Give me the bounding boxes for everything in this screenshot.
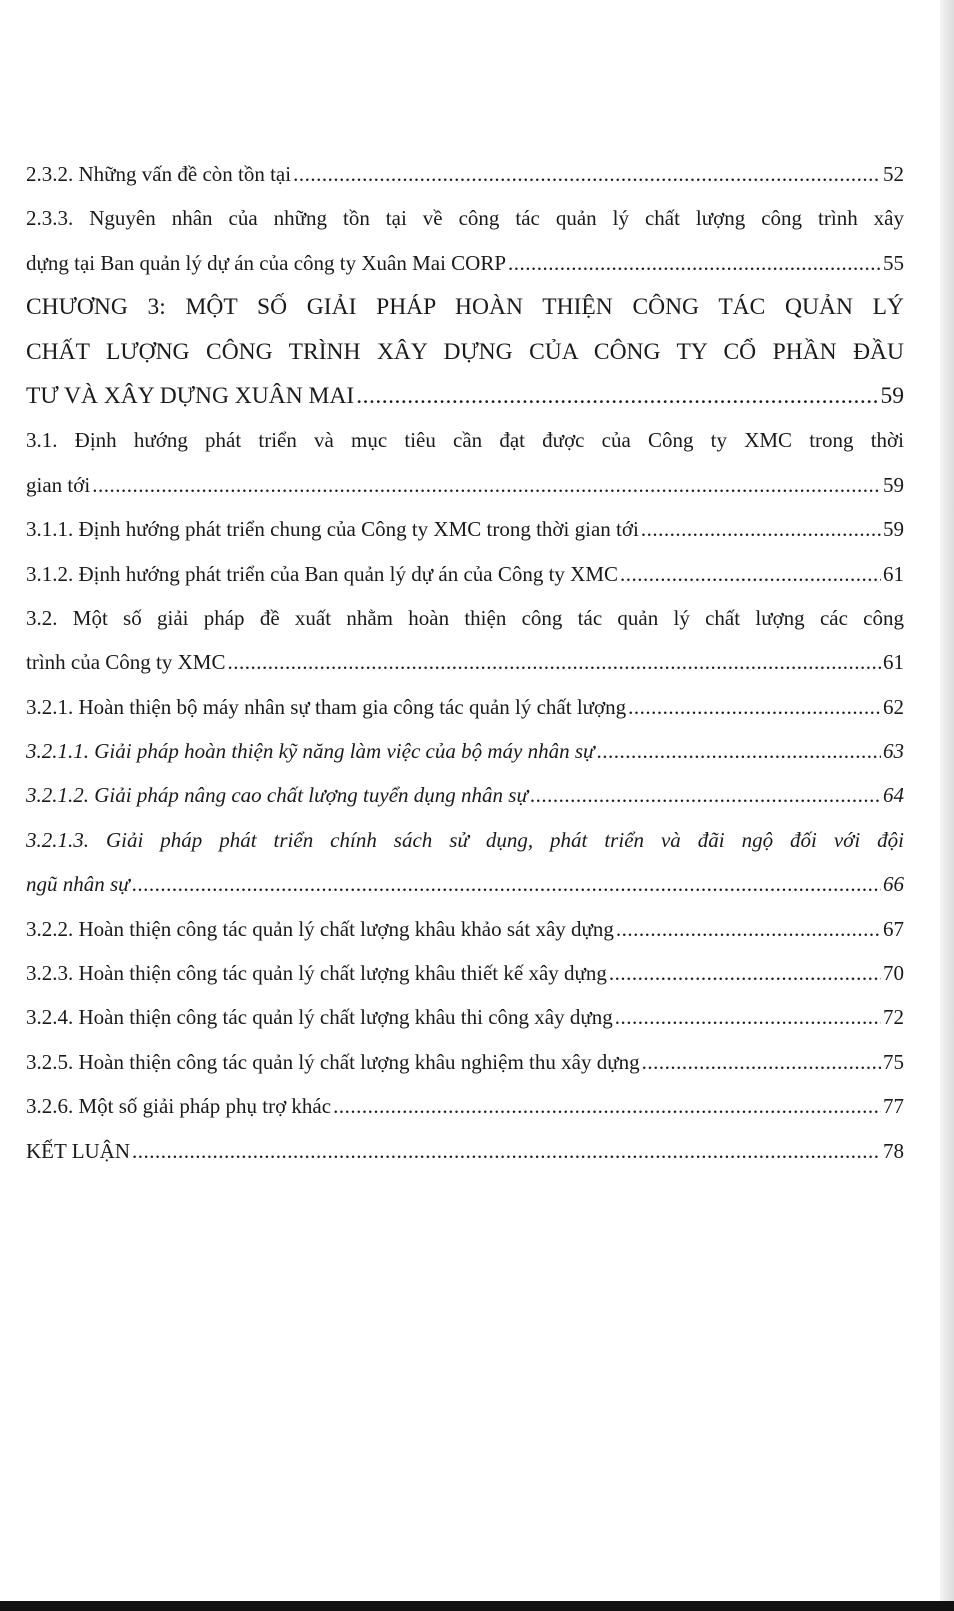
toc-entry: [26, 951, 904, 995]
table-of-contents: [26, 152, 904, 1173]
chapter-title: CHƯƠNG 3: MỘT SỐ GIẢI PHÁP HOÀN THIỆN CÔNG TÁC QUẢN LÝ: [26, 294, 904, 321]
dot-leader: [508, 241, 881, 285]
toc-entry: [26, 507, 904, 551]
toc-entry: [26, 152, 904, 196]
dot-leader: [356, 374, 878, 418]
toc-entry-title: 3.2.1. Hoàn thiện bộ máy nhân sự tham gia công tác quản lý chất lượng: [26, 694, 627, 719]
scan-bottom-edge: [0, 1601, 954, 1611]
toc-entry: [26, 685, 904, 729]
dot-leader: [293, 152, 881, 196]
toc-entry-title: trình của Công ty XMC: [26, 650, 226, 675]
toc-page-number: 55: [883, 250, 904, 275]
chapter-title: CHẤT LƯỢNG CÔNG TRÌNH XÂY DỰNG CỦA CÔNG TY CỔ PHẦN ĐẦU: [26, 338, 904, 365]
toc-entry-title: 3.1. Định hướng phát triển và mục tiêu cần đạt được của Công ty XMC trong thời: [26, 428, 904, 453]
toc-entry-line: [26, 596, 904, 640]
toc-entry-title: 2.3.2. Những vấn đề còn tồn tại: [26, 162, 292, 186]
dot-leader: [641, 507, 881, 551]
toc-entry-title: dựng tại Ban quản lý dự án của công ty Xuân Mai CORP: [26, 250, 507, 275]
toc-page-number: 62: [883, 694, 904, 719]
toc-page-number: 77: [883, 1094, 904, 1119]
toc-entry-title: 3.2.6. Một số giải pháp phụ trợ khác: [26, 1094, 332, 1119]
toc-page-number: 59: [880, 382, 904, 409]
dot-leader: [333, 1084, 881, 1128]
dot-leader: [530, 773, 881, 817]
toc-entry-title: 3.2.3. Hoàn thiện công tác quản lý chất lượng khâu thiết kế xây dựng: [26, 961, 607, 986]
toc-entry: [26, 862, 904, 906]
toc-entry-title: KẾT LUẬN: [26, 1138, 131, 1163]
toc-page-number: 66: [883, 872, 904, 897]
toc-page-number: 72: [883, 1005, 904, 1030]
toc-page-number: 63: [883, 739, 904, 764]
toc-entry-title: 3.2.1.1. Giải pháp hoàn thiện kỹ năng làm việc của bộ máy nhân sự: [26, 739, 595, 764]
toc-entry: [26, 995, 904, 1039]
toc-entry-title: 3.2.5. Hoàn thiện công tác quản lý chất lượng khâu nghiệm thu xây dựng: [26, 1049, 640, 1074]
dot-leader: [615, 995, 881, 1039]
toc-page-number: 59: [883, 517, 904, 542]
dot-leader: [609, 951, 881, 995]
toc-entry-title: gian tới: [26, 472, 91, 497]
toc-entry: [26, 1084, 904, 1128]
toc-entry-title: ngũ nhân sự: [26, 872, 130, 897]
dot-leader: [92, 463, 881, 507]
toc-entry: [26, 640, 904, 684]
toc-entry: [26, 374, 904, 418]
toc-page-number: 61: [883, 650, 904, 675]
toc-page-number: 64: [883, 783, 904, 808]
toc-entry: [26, 907, 904, 951]
toc-entry-title: 3.2.1.3. Giải pháp phát triển chính sách sử dụng, phát triển và đãi ngộ đối với đội: [26, 827, 904, 852]
toc-entry-title: 3.2. Một số giải pháp đề xuất nhằm hoàn thiện công tác quản lý chất lượng các công: [26, 605, 904, 630]
toc-entry-title: 3.2.1.2. Giải pháp nâng cao chất lượng tuyển dụng nhân sự: [26, 783, 528, 808]
dot-leader: [628, 685, 881, 729]
toc-entry-line: [26, 818, 904, 862]
toc-entry-line: [26, 418, 904, 462]
toc-entry-title: 3.1.1. Định hướng phát triển chung của Công ty XMC trong thời gian tới: [26, 517, 639, 542]
toc-page-number: 67: [883, 916, 904, 941]
toc-page-number: 75: [883, 1049, 904, 1074]
dot-leader: [132, 862, 881, 906]
toc-page-number: 59: [883, 472, 904, 497]
toc-entry-title: 3.2.4. Hoàn thiện công tác quản lý chất lượng khâu thi công xây dựng: [26, 1005, 613, 1030]
toc-entry: [26, 552, 904, 596]
toc-entry-line: [26, 285, 904, 329]
toc-entry-line: [26, 196, 904, 240]
toc-entry: [26, 729, 904, 773]
toc-entry: [26, 773, 904, 817]
toc-page-number: 52: [883, 162, 904, 186]
dot-leader: [642, 1040, 881, 1084]
toc-page-number: 70: [883, 961, 904, 986]
toc-entry-line: [26, 330, 904, 374]
page-edge-shadow: [940, 0, 954, 1611]
dot-leader: [620, 552, 881, 596]
toc-entry: [26, 1040, 904, 1084]
toc-entry-title: 3.1.2. Định hướng phát triển của Ban quản lý dự án của Công ty XMC: [26, 561, 619, 586]
dot-leader: [596, 729, 881, 773]
toc-page-number: 78: [883, 1138, 904, 1163]
dot-leader: [132, 1129, 881, 1173]
toc-entry: [26, 463, 904, 507]
dot-leader: [228, 640, 882, 684]
toc-entry-title: 3.2.2. Hoàn thiện công tác quản lý chất lượng khâu khảo sát xây dựng: [26, 916, 614, 941]
toc-entry: [26, 241, 904, 285]
toc-entry-title: 2.3.3. Nguyên nhân của những tồn tại về công tác quản lý chất lượng công trình xây: [26, 206, 904, 231]
chapter-title: TƯ VÀ XÂY DỰNG XUÂN MAI: [26, 382, 355, 409]
toc-page-number: 61: [883, 561, 904, 586]
toc-entry: [26, 1129, 904, 1173]
dot-leader: [616, 907, 881, 951]
